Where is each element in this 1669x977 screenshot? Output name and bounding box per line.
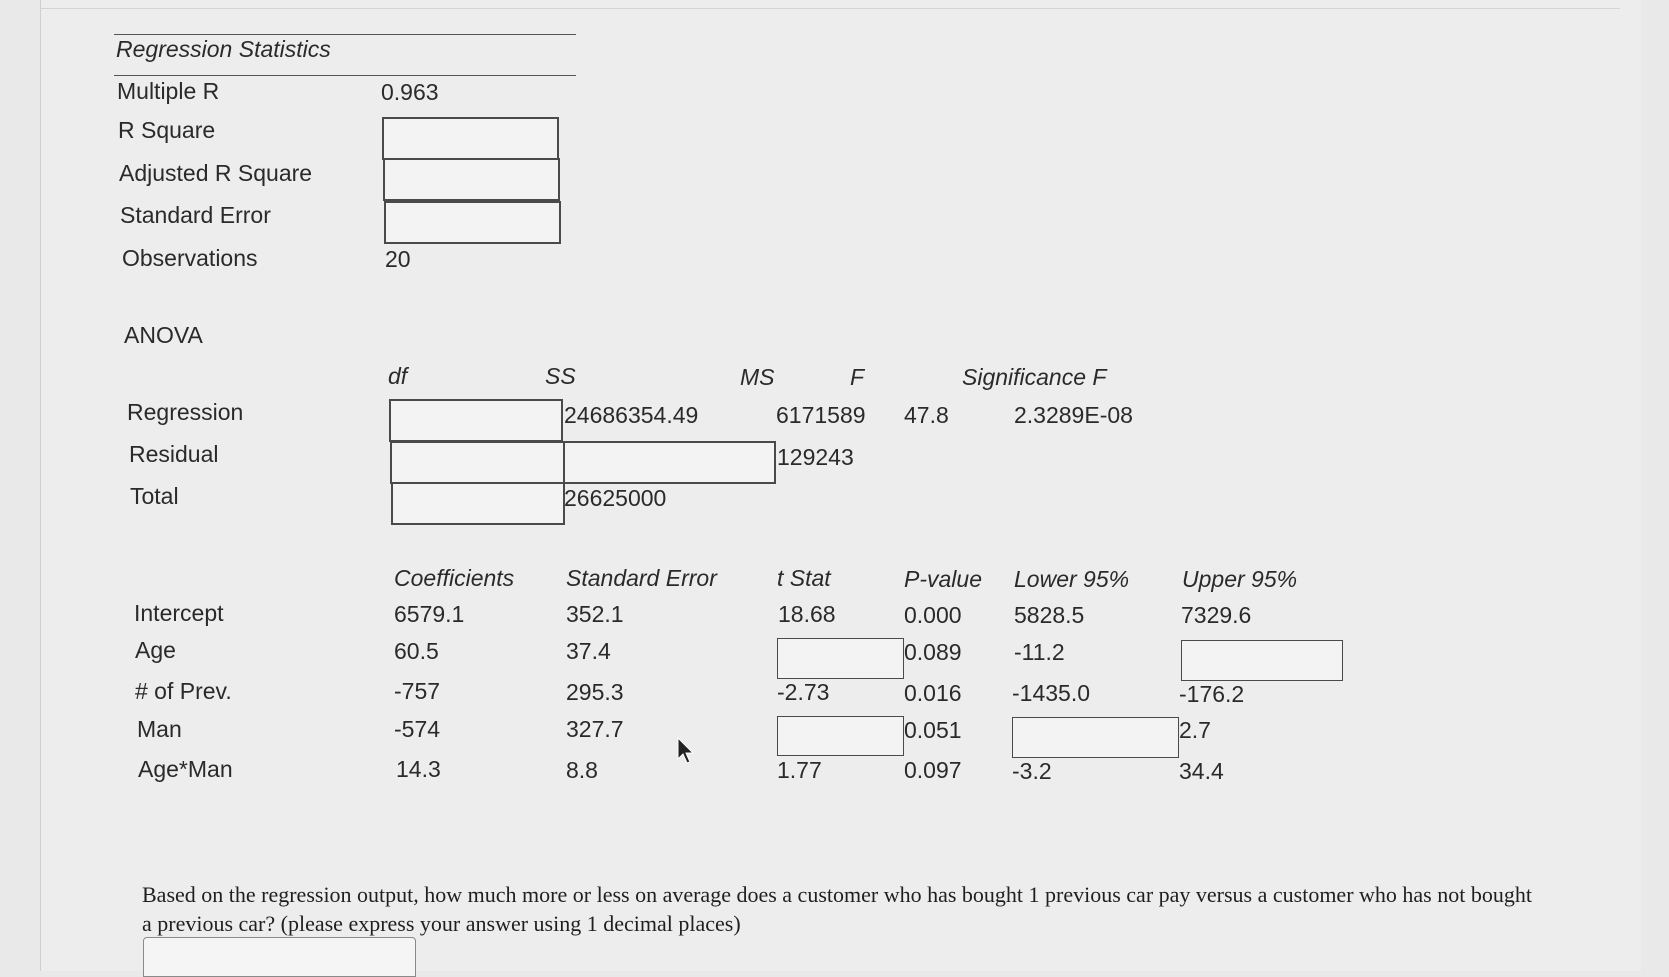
- coef-header-standard-error: Standard Error: [566, 565, 717, 591]
- t-stat-value: -2.73: [777, 679, 830, 705]
- coef-value: 60.5: [394, 638, 439, 664]
- stats-header-rule: [114, 75, 576, 76]
- upper-95-value: 34.4: [1179, 758, 1224, 784]
- coef-header-lower-95: Lower 95%: [1014, 566, 1130, 592]
- p-value: 0.097: [904, 757, 962, 783]
- stats-top-rule: [114, 34, 576, 35]
- anova-residual-ms: 129243: [777, 444, 854, 470]
- age-t-stat-input[interactable]: [777, 638, 904, 679]
- se-value: 295.3: [566, 679, 624, 705]
- p-value: 0.089: [904, 639, 962, 665]
- t-stat-value: 18.68: [778, 601, 836, 627]
- coef-row-label: # of Prev.: [135, 678, 232, 704]
- df-regression-input[interactable]: [389, 399, 563, 442]
- coef-header-coefficients: Coefficients: [394, 565, 515, 591]
- lower-95-value: -1435.0: [1012, 680, 1091, 706]
- p-value: 0.051: [904, 717, 962, 743]
- observations-value: 20: [385, 246, 411, 272]
- se-value: 8.8: [566, 757, 598, 783]
- df-total-input[interactable]: [391, 482, 565, 525]
- upper-95-value: -176.2: [1179, 681, 1245, 707]
- upper-95-value: 2.7: [1179, 717, 1211, 743]
- man-lower-95-input[interactable]: [1012, 717, 1179, 758]
- regression-statistics-title: Regression Statistics: [116, 36, 331, 62]
- df-residual-input[interactable]: [390, 441, 565, 484]
- observations-label: Observations: [122, 245, 258, 271]
- anova-total-ss: 26625000: [564, 485, 667, 511]
- ss-residual-input[interactable]: [563, 441, 776, 484]
- se-value: 37.4: [566, 638, 611, 664]
- anova-header-df: df: [388, 363, 408, 389]
- coef-value: -757: [394, 678, 441, 704]
- anova-header-f: F: [850, 364, 865, 390]
- question-answer-input[interactable]: [143, 937, 416, 977]
- r-square-input[interactable]: [382, 117, 559, 160]
- coef-header-upper-95: Upper 95%: [1182, 566, 1298, 592]
- multiple-r-value: 0.963: [381, 79, 439, 105]
- coef-value: 14.3: [396, 756, 441, 782]
- anova-total-label: Total: [130, 483, 179, 509]
- anova-regression-f: 47.8: [904, 402, 949, 428]
- adjusted-r-square-label: Adjusted R Square: [119, 160, 313, 186]
- anova-residual-label: Residual: [129, 441, 219, 467]
- multiple-r-label: Multiple R: [117, 78, 220, 104]
- adjusted-r-square-input[interactable]: [383, 158, 560, 201]
- age-upper-95-input[interactable]: [1181, 640, 1343, 681]
- p-value: 0.016: [904, 680, 962, 706]
- worksheet-page: [40, 0, 1641, 971]
- lower-95-value: 5828.5: [1014, 602, 1085, 628]
- coef-header-t-stat: t Stat: [777, 565, 831, 591]
- coef-header-p-value: P-value: [904, 566, 982, 592]
- anova-title: ANOVA: [124, 322, 203, 348]
- anova-regression-label: Regression: [127, 399, 244, 425]
- coef-row-label: Age: [135, 637, 176, 663]
- coef-value: 6579.1: [394, 601, 465, 627]
- t-stat-value: 1.77: [777, 757, 822, 783]
- anova-regression-ss: 24686354.49: [564, 402, 699, 428]
- se-value: 352.1: [566, 601, 624, 627]
- standard-error-label: Standard Error: [120, 202, 271, 228]
- question-text: Based on the regression output, how much more or less on average does a customer who has bought 1 previous car pay versus a customer who has not bought a previous car? (please express your answer using 1 decimal places): [142, 882, 1532, 936]
- anova-header-ss: SS: [545, 363, 576, 389]
- man-t-stat-input[interactable]: [777, 716, 904, 756]
- r-square-label: R Square: [118, 117, 216, 143]
- coef-row-label: Man: [137, 716, 182, 742]
- coef-row-label: Age*Man: [138, 756, 233, 782]
- top-divider: [40, 8, 1620, 9]
- anova-regression-significance-f: 2.3289E-08: [1014, 402, 1133, 428]
- anova-header-significance-f: Significance F: [962, 364, 1107, 390]
- mouse-pointer-icon: [677, 737, 697, 765]
- standard-error-input[interactable]: [384, 201, 561, 244]
- upper-95-value: 7329.6: [1181, 602, 1252, 628]
- coef-row-label: Intercept: [134, 600, 224, 626]
- lower-95-value: -3.2: [1012, 758, 1052, 784]
- coef-value: -574: [394, 716, 441, 742]
- anova-regression-ms: 6171589: [776, 402, 866, 428]
- lower-95-value: -11.2: [1014, 639, 1065, 665]
- p-value: 0.000: [904, 602, 962, 628]
- se-value: 327.7: [566, 716, 624, 742]
- anova-header-ms: MS: [740, 364, 775, 390]
